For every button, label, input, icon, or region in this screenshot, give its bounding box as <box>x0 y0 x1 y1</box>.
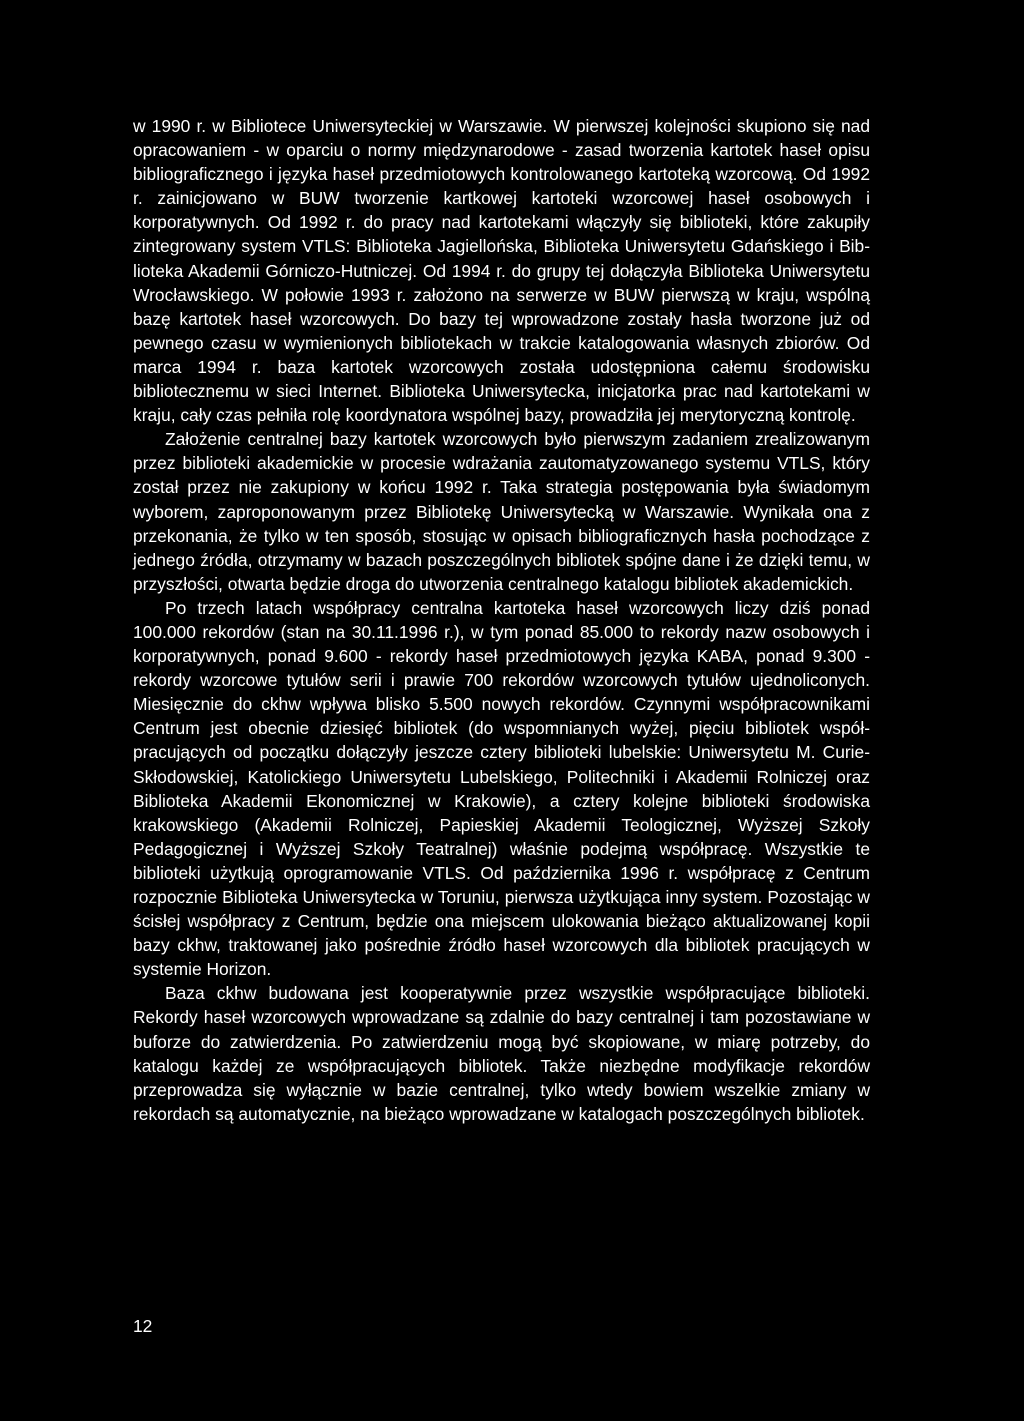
paragraph-1: w 1990 r. w Bibliotece Uniwersyteckiej w Warszawie. W pierwszej kolejności skupiono się nad opracowaniem - w oparciu o normy międzynarodowe - zasad tworzenia kartotek haseł opisu bibliograficznego i języka haseł przedmiotowych kontrolowanego kartoteką wzorcową. Od 1992 r. zainicjowano w BUW tworzenie kartkowej kartoteki wzorcowej haseł osobowych i korporatywnych. Od 1992 r. do pracy nad kartotekami włączyły się biblioteki, które zakupiły zintegrowany system VTLS: Biblioteka Jagiellońska, Biblioteka Uniwersytetu Gdańskiego i Biblioteka Akademii Górniczo-Hutniczej. Od 1994 r. do grupy tej dołączyła Biblioteka Uniwersytetu Wrocławskiego. W połowie 1993 r. założono na serwerze w BUW pierwszą w kraju, wspólną bazę kartotek haseł wzorcowych. Do bazy tej wprowadzone zostały hasła tworzone już od pewnego czasu w wymienionych bibliotekach w trakcie katalogowania własnych zbiorów. Od marca 1994 r. baza kartotek wzorcowych została udostępniona całemu środowisku bibliotecznemu w sieci Internet. Biblioteka Uniwersytecka, inicjatorka prac nad kartotekami w kraju, cały czas pełniła rolę koordynatora wspólnej bazy, prowadziła jej merytoryczną kontrolę. <box>133 116 870 426</box>
body-text <box>133 114 870 1126</box>
paragraph-4: Baza ckhw budowana jest kooperatywnie przez wszystkie współpracujące biblioteki. Rekordy haseł wzorcowych wprowadzane są zdalnie do bazy centralnej i tam pozostawiane w buforze do zatwierdzenia. Po zatwierdzeniu mogą być skopiowane, w miarę potrzeby, do katalogu każdej ze współpracujących bibliotek. Także niezbędne modyfikacje rekordów przeprowadza się wyłącznie w bazie centralnej, tylko wtedy bowiem wszelkie zmiany w rekordach są automatycznie, na bieżąco wprowadzane w katalogach poszczególnych bibliotek. <box>133 983 870 1124</box>
paragraph-2: Założenie centralnej bazy kartotek wzorcowych było pierwszym zadaniem zrealizowanym przez biblioteki akademickie w procesie wdrażania zautomatyzowanego systemu VTLS, który został przez nie zakupiony w końcu 1992 r. Taka strategia postępowania była świadomym wyborem, zaproponowanym przez Bibliotekę Uniwersytecką w Warszawie. Wynikała ona z przekonania, że tylko w ten sposób, stosując w opisach bibliograficznych hasła pochodzące z jednego źródła, otrzymamy w bazach poszczególnych bibliotek spójne dane i że dzięki temu, w przyszłości, otwarta będzie droga do utworzenia centralnego katalogu bibliotek akademickich. <box>133 429 870 594</box>
paragraph-3: Po trzech latach współpracy centralna kartoteka haseł wzorcowych liczy dziś ponad 100.000 rekordów (stan na 30.11.1996 r.), w tym ponad 85.000 to rekordy nazw osobowych i korporatywnych, ponad 9.600 - rekordy haseł przedmiotowych języka KABA, ponad 9.300 - rekordy wzorcowe tytułów serii i prawie 700 rekordów wzorcowych tytułów ujednoliconych. Miesięcznie do ckhw wpływa blisko 5.500 nowych rekordów. Czynnymi współpracownikami Centrum jest obecnie dziesięć bibliotek (do wspomnianych wyżej, pięciu bibliotek współpracujących od początku dołączyły jeszcze cztery biblioteki lubelskie: Uniwersytetu M. Curie-Skłodowskiej, Katolickiego Uniwersytetu Lubelskiego, Politechniki i Akademii Rolniczej oraz Biblioteka Akademii Ekonomicznej w Krakowie), a cztery kolejne biblioteki środowiska krakowskiego (Akademii Rolniczej, Papieskiej Akademii Teologicznej, Wyższej Szkoły Pedagogicznej i Wyższej Szkoły Teatralnej) właśnie podejmą współpracę. Wszystkie te biblioteki użytkują oprogramowanie VTLS. Od października 1996 r. współpracę z Centrum rozpocznie Biblioteka Uniwersytecka w Toruniu, pierwsza użytkująca inny system. Pozostając w ścisłej współpracy z Centrum, będzie ona miejscem ulokowania bieżąco aktualizowanej kopii bazy ckhw, traktowanej jako pośrednie źródło haseł wzorcowych dla bibliotek pracujących w systemie Horizon. <box>133 597 870 980</box>
page-number: 12 <box>133 1316 153 1336</box>
